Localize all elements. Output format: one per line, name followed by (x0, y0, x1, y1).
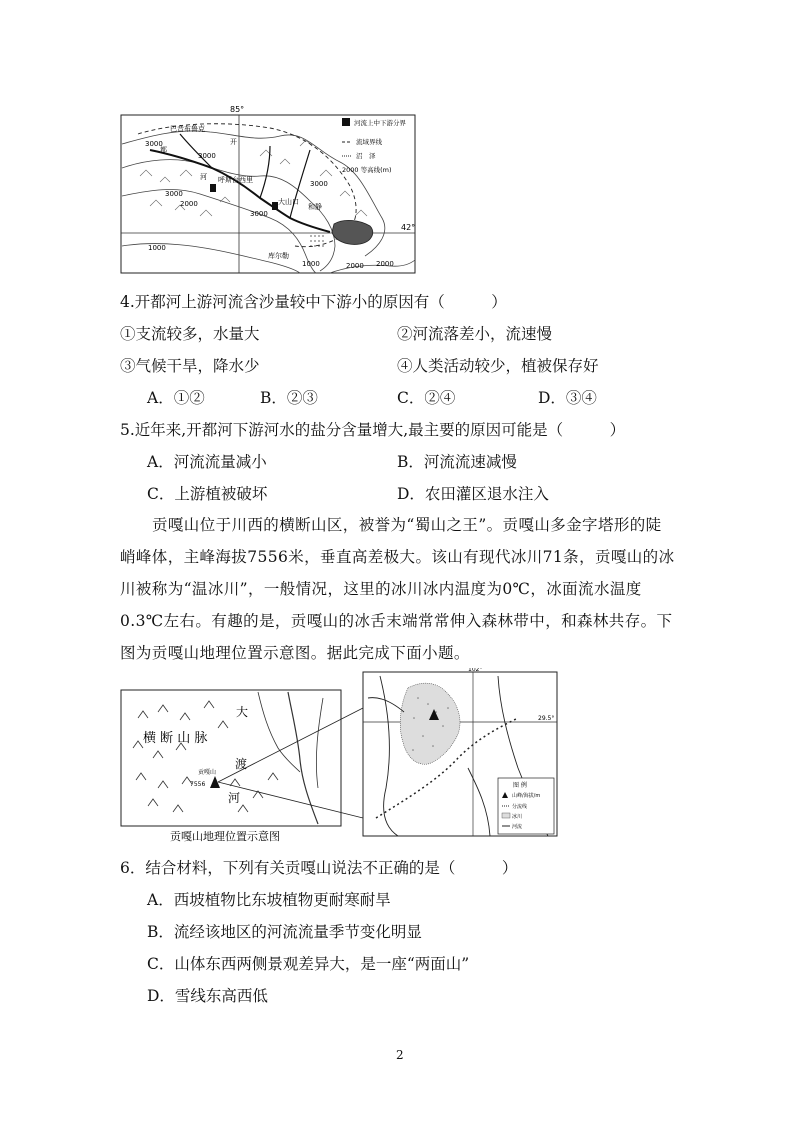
contour-label: 3000 (165, 190, 183, 198)
q5-choice-b[interactable]: B．河流流速减慢 (397, 453, 517, 471)
kaidu-map-svg (120, 106, 416, 274)
q4-option-3: ③气候干旱，降水少 (120, 357, 260, 375)
passage-line-1: 贡嘎山位于川西的横断山区，被誉为“蜀山之王”。贡嘎山多金字塔形的陡 (152, 516, 662, 534)
legend-boundary: 流域界线 (356, 138, 382, 146)
q4-choice-c[interactable]: C．②④ (397, 389, 456, 407)
page-number: 2 (396, 1048, 404, 1062)
place-kuerle: 库尔勒 (268, 252, 289, 260)
q4-option-2: ②河流落差小，流速慢 (397, 325, 553, 343)
meridian-label: 85° (230, 106, 245, 114)
parallel-label: 42° (401, 223, 416, 232)
q6-stem: 6．结合材料，下列有关贡嘎山说法不正确的是（ ） (120, 859, 518, 877)
range-name: 横 断 山 脉 (143, 731, 208, 746)
peak-elev-small: 7556 (190, 781, 206, 788)
q6-choice-b[interactable]: B．流经该地区的河流流量季节变化明显 (147, 923, 422, 941)
place-kai: 开 (230, 138, 237, 146)
map2-caption: 贡嘎山地理位置示意图 (170, 830, 280, 843)
legend-glacier: 冰川 (512, 814, 523, 820)
passage-line-2: 峭峰体，主峰海拔7556米，垂直高差极大。该山有现代冰川71条，贡嘎山的冰 (120, 548, 675, 566)
inset-parallel: 29.5° (538, 715, 555, 722)
place-husitai: 呼斯台西里 (218, 176, 253, 184)
q5-stem: 5.近年来,开都河下游河水的盐分含量增大,最主要的原因可能是（ ） (120, 421, 626, 439)
gongga-location-map (118, 668, 560, 848)
q6-choice-a[interactable]: A．西坡植物比东坡植物更耐寒耐旱 (147, 891, 391, 909)
legend-contour: 2000 等高线(m) (342, 166, 392, 174)
passage-line-5: 图为贡嘎山地理位置示意图。据此完成下面小题。 (120, 644, 470, 662)
contour-label: 3000 (310, 180, 328, 188)
q4-option-4: ④人类活动较少，植被保存好 (397, 357, 599, 375)
gongga-map-svg (118, 668, 560, 848)
q4-choice-d[interactable]: D．③④ (538, 389, 597, 407)
contour-label: 1000 (302, 260, 320, 268)
contour-label: 2000 (376, 260, 394, 268)
q5-choice-a[interactable]: A．河流流量减小 (147, 453, 267, 471)
contour-label: 1000 (148, 244, 166, 252)
q6-choice-d[interactable]: D．雪线东高西低 (147, 987, 268, 1005)
contour-label: 3000 (145, 140, 163, 148)
peak-name-small: 贡嘎山 (198, 769, 217, 776)
inset-meridian: 102° (468, 668, 483, 673)
contour-label: 3000 (250, 210, 268, 218)
place-he: 河 (200, 173, 207, 181)
q4-choice-a[interactable]: A．①② (147, 389, 205, 407)
legend-river: 河流 (512, 824, 523, 830)
q4-option-1: ①支流较多，水量大 (120, 325, 260, 343)
place-dashankou: 大山口 (278, 198, 299, 206)
contour-label: 2000 (180, 200, 198, 208)
q5-choice-c[interactable]: C．上游植被破坏 (147, 485, 268, 503)
q4-choice-b[interactable]: B．②③ (260, 389, 318, 407)
place-hejing: 和静 (308, 203, 322, 211)
q5-choice-d[interactable]: D．农田灌区退水注入 (397, 485, 549, 503)
q6-choice-c[interactable]: C．山体东西两侧景观差异大，是一座“两面山” (147, 955, 470, 973)
legend-divide: 分流线 (512, 804, 528, 810)
legend-title: 图 例 (513, 782, 527, 789)
legend-peak: 山峰/海拔/m (512, 793, 541, 799)
label-du: 渡 (235, 757, 248, 771)
q4-stem: 4.开都河上游河流含沙量较中下游小的原因有（ ） (120, 293, 507, 311)
legend-divider: 河流上中下游分界 (354, 119, 406, 127)
passage-line-4: 0.3℃左右。有趣的是，贡嘎山的冰舌末端常常伸入森林带中，和森林共存。下 (120, 612, 673, 630)
place-du: 都 (160, 146, 167, 154)
place-bayinbuluke: 巴音布鲁克 (170, 125, 205, 133)
kaidu-river-map (120, 106, 416, 274)
label-da: 大 (236, 705, 249, 719)
label-he: 河 (228, 791, 241, 805)
legend-swamp: 沼 泽 (356, 152, 376, 160)
passage-line-3: 川被称为“温冰川”，一般情况，这里的冰川冰内温度为0℃，冰面流水温度 (120, 580, 642, 598)
contour-label: 3000 (198, 152, 216, 160)
contour-label: 2000 (346, 262, 364, 270)
